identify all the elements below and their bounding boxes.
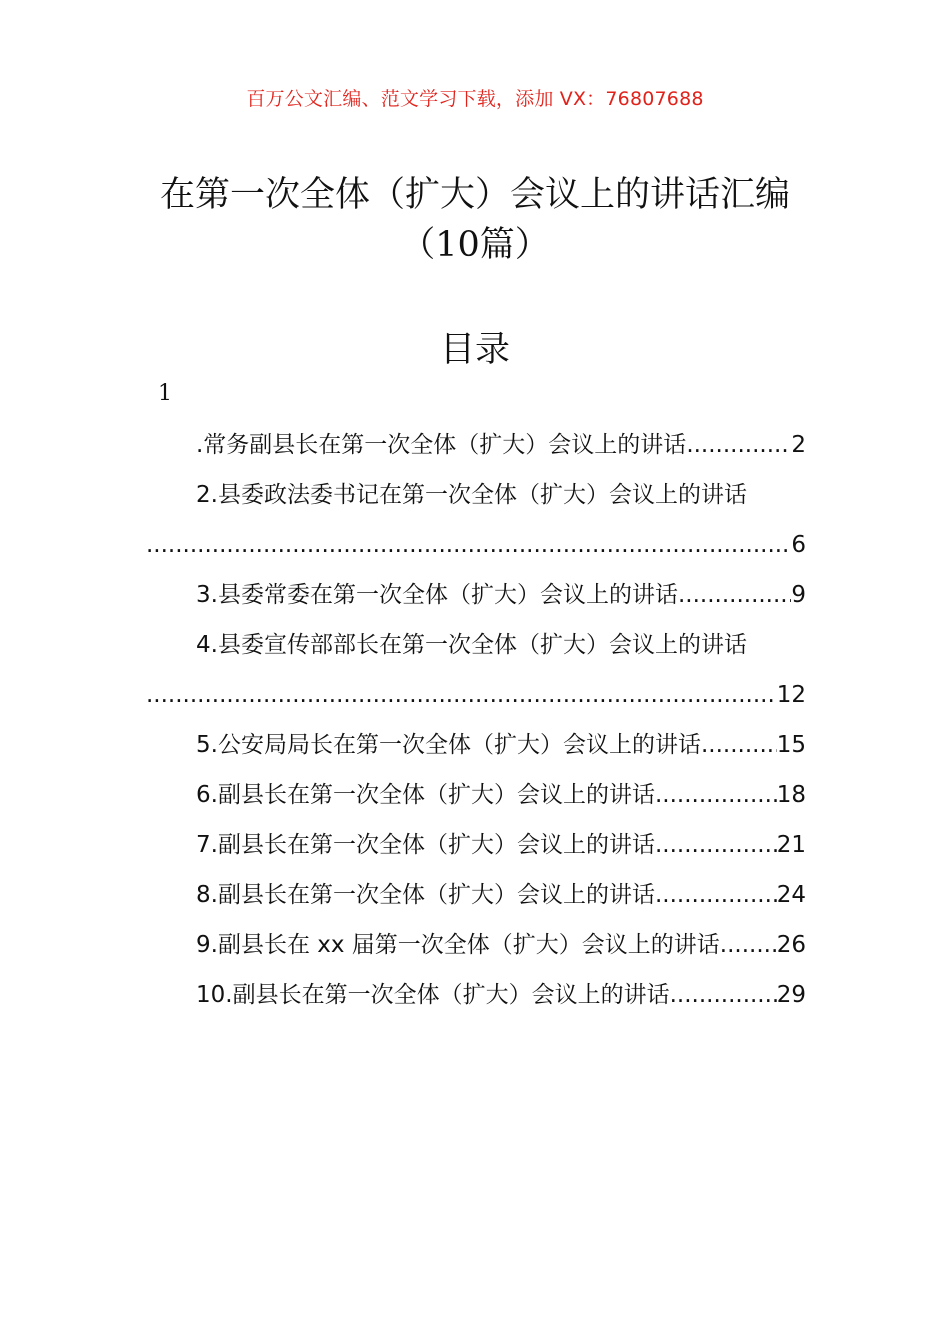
toc-entry-page: 26 [776, 932, 806, 958]
table-of-contents [146, 420, 806, 1020]
toc-leader-dots [655, 770, 777, 820]
toc-entry-continuation[interactable] [146, 520, 806, 570]
toc-entry-page: 24 [776, 882, 806, 908]
toc-entry-label: .常务副县长在第一次全体（扩大）会议上的讲话 [196, 432, 687, 458]
toc-leader-dots [686, 420, 791, 470]
toc-entry-label: 9.副县长在 xx 届第一次全体（扩大）会议上的讲话 [196, 932, 720, 958]
toc-entry-label: 4.县委宣传部部长在第一次全体（扩大）会议上的讲话 [196, 632, 747, 658]
toc-entry[interactable] [146, 720, 806, 770]
toc-entry-label: 7.副县长在第一次全体（扩大）会议上的讲话 [196, 832, 655, 858]
toc-entry[interactable] [146, 770, 806, 820]
toc-entry-page: 29 [776, 982, 806, 1008]
toc-entry-page: 9 [791, 582, 806, 608]
toc-entry-label: 6.副县长在第一次全体（扩大）会议上的讲话 [196, 782, 655, 808]
toc-leader-dots [701, 720, 777, 770]
toc-leader-dots [146, 670, 777, 720]
toc-entry[interactable] [146, 970, 806, 1020]
toc-entry[interactable] [146, 920, 806, 970]
toc-entry-label: 2.县委政法委书记在第一次全体（扩大）会议上的讲话 [196, 482, 747, 508]
document-title [0, 170, 950, 270]
toc-entry-page: 6 [791, 532, 806, 558]
toc-entry-page: 15 [776, 732, 806, 758]
toc-entry[interactable] [146, 420, 806, 470]
stray-number: 1 [158, 381, 172, 406]
toc-entry[interactable] [146, 870, 806, 920]
toc-leader-dots [655, 820, 777, 870]
promo-banner: 百万公文汇编、范文学习下载，添加 VX：76807688 [246, 88, 704, 110]
toc-entry[interactable] [146, 820, 806, 870]
title-open-paren: （ [400, 225, 436, 265]
toc-entry-page: 18 [776, 782, 806, 808]
title-line-2 [0, 220, 950, 270]
toc-entry[interactable] [146, 570, 806, 620]
toc-entry[interactable] [146, 470, 806, 520]
title-count: 10 [435, 225, 480, 265]
toc-entry-page: 12 [776, 682, 806, 708]
toc-entry-label: 8.副县长在第一次全体（扩大）会议上的讲话 [196, 882, 655, 908]
toc-heading: 目录 [439, 330, 510, 370]
title-line-1: 在第一次全体（扩大）会议上的讲话汇编 [159, 175, 790, 215]
toc-leader-dots [720, 920, 777, 970]
title-close: 篇） [479, 225, 550, 265]
toc-entry-page: 2 [791, 432, 806, 458]
toc-entry-label: 3.县委常委在第一次全体（扩大）会议上的讲话 [196, 582, 678, 608]
toc-entry[interactable] [146, 620, 806, 670]
toc-leader-dots [678, 570, 791, 620]
toc-entry-label: 10.副县长在第一次全体（扩大）会议上的讲话 [196, 982, 670, 1008]
toc-leader-dots [146, 520, 791, 570]
toc-leader-dots [670, 970, 777, 1020]
toc-entry-label: 5.公安局局长在第一次全体（扩大）会议上的讲话 [196, 732, 701, 758]
toc-entry-page: 21 [776, 832, 806, 858]
toc-leader-dots [655, 870, 777, 920]
toc-entry-continuation[interactable] [146, 670, 806, 720]
